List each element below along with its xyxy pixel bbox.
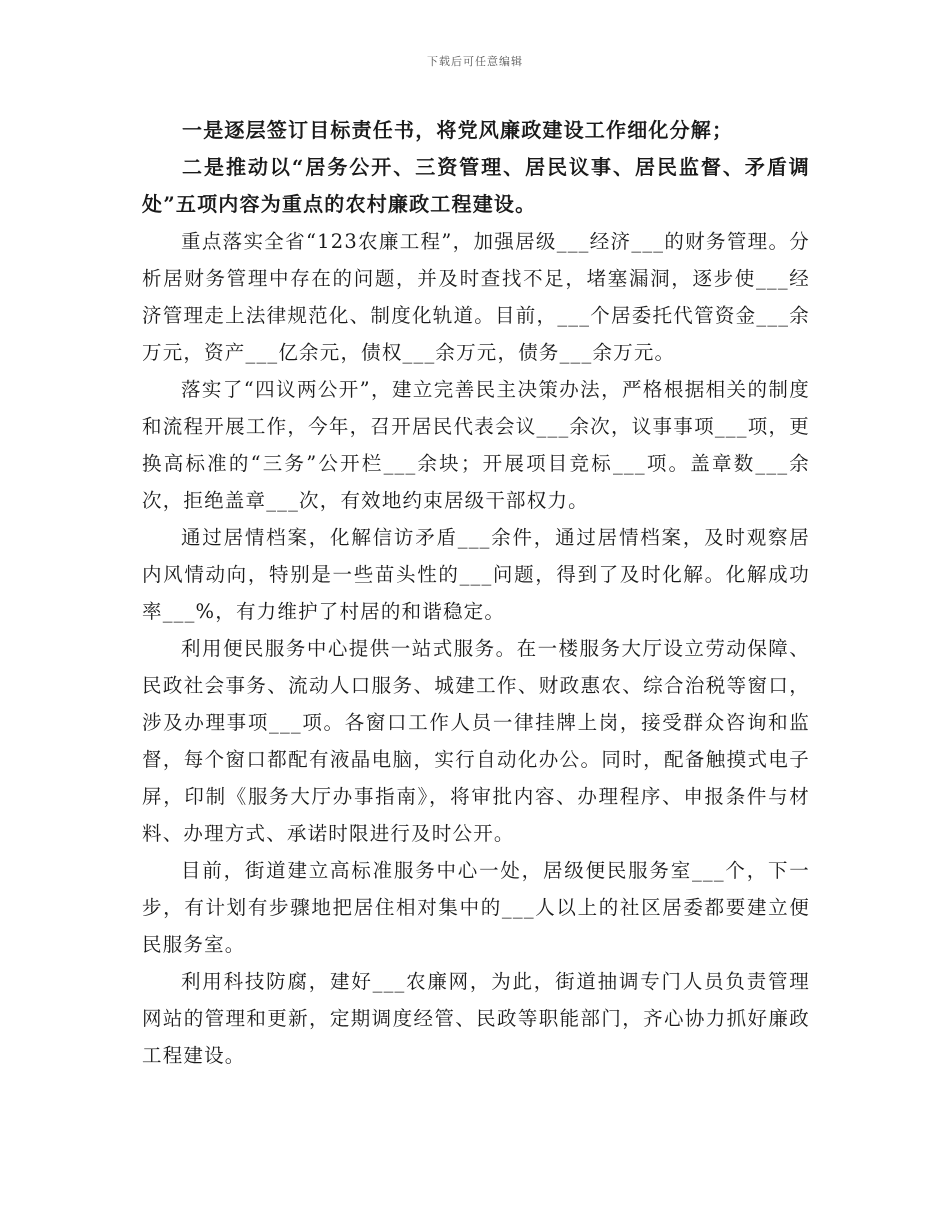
- document-body: [142, 112, 810, 1074]
- paragraph-1: 一是逐层签订目标责任书，将党风廉政建设工作细化分解；: [182, 118, 734, 142]
- page-header-note: 下载后可任意编辑: [427, 55, 523, 68]
- paragraph-5: 通过居情档案，化解信访矛盾___余件，通过居情档案，及时观察居内风情动向，特别是一些苗头性的___问题，得到了及时化解。化解成功率___%，有力维护了村居的和谐稳定。: [142, 526, 810, 623]
- paragraph-6: 利用便民服务中心提供一站式服务。在一楼服务大厅设立劳动保障、民政社会事务、流动人口服务、城建工作、财政惠农、综合治税等窗口，涉及办理事项___项。各窗口工作人员一律挂牌上岗，接受群众咨询和监督，每个窗口都配有液晶电脑，实行自动化办公。同时，配备触摸式电子屏，印制《服务大厅办事指南》，将审批内容、办理程序、申报条件与材料、办理方式、承诺时限进行及时公开。: [142, 637, 810, 845]
- paragraph-4: 落实了“四议两公开”，建立完善民主决策办法，严格根据相关的制度和流程开展工作，今年，召开居民代表会议___余次，议事事项___项，更换高标准的“三务”公开栏___余块；开展项目竞标___项。盖章数___余次，拒绝盖章___次，有效地约束居级干部权力。: [142, 378, 810, 512]
- paragraph-7: 目前，街道建立高标准服务中心一处，居级便民服务室___个，下一步，有计划有步骤地把居住相对集中的___人以上的社区居委都要建立便民服务室。: [142, 859, 810, 956]
- paragraph-8: 利用科技防腐，建好___农廉网，为此，街道抽调专门人员负责管理网站的管理和更新，定期调度经管、民政等职能部门，齐心协力抓好廉政工程建设。: [142, 970, 810, 1067]
- paragraph-2: 二是推动以“居务公开、三资管理、居民议事、居民监督、矛盾调处”五项内容为重点的农村廉政工程建设。: [142, 155, 810, 216]
- paragraph-3: 重点落实全省“123农廉工程”，加强居级___经济___的财务管理。分析居财务管理中存在的问题，并及时查找不足，堵塞漏洞，逐步使___经济管理走上法律规范化、制度化轨道。目前，___个居委托代管资金___余万元，资产___亿余元，债权___余万元，债务___余万元。: [142, 230, 810, 364]
